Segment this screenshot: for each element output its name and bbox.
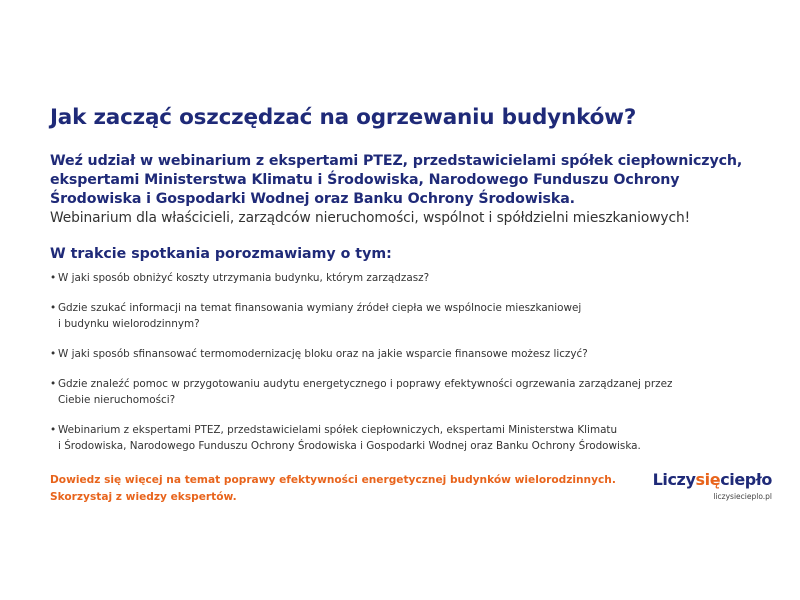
- intro-bold-line-1: Weź udział w webinarium z ekspertami PTEZ, przedstawicielami spółek ciepłowniczych,: [50, 153, 743, 169]
- list-item-text-continued: Ciebie nieruchomości?: [58, 394, 176, 406]
- intro-bold-line-3: Środowiska i Gospodarki Wodnej oraz Banku Ochrony Środowiska.: [50, 191, 575, 207]
- call-to-action: [50, 472, 616, 506]
- bullet-dot: •: [50, 348, 57, 360]
- list-item-text: W jaki sposób sfinansować termomodernizację bloku oraz na jakie wsparcie finansowe możesz liczyć?: [58, 348, 588, 360]
- section-heading: W trakcie spotkania porozmawiamy o tym:: [50, 246, 392, 262]
- list-item: [50, 300, 770, 332]
- list-item-text-continued: i Środowiska, Narodowego Funduszu Ochrony Środowiska i Gospodarki Wodnej oraz Banku Ochrony Środowiska.: [58, 440, 641, 452]
- list-item-text: Webinarium z ekspertami PTEZ, przedstawicielami spółek ciepłowniczych, ekspertami Ministerstwa Klimatu: [58, 424, 618, 436]
- list-item: [50, 422, 770, 454]
- brand-logo-part-3: ciepło: [720, 470, 772, 489]
- list-item-text: Gdzie szukać informacji na temat finansowania wymiany źródeł ciepła we wspólnocie mieszkaniowej: [58, 302, 582, 314]
- list-item: [50, 346, 770, 362]
- brand-logo-part-1: Liczy: [652, 470, 696, 489]
- intro-bold-line-2: ekspertami Ministerstwa Klimatu i Środowiska, Narodowego Funduszu Ochrony: [50, 172, 680, 188]
- bullet-dot: •: [50, 378, 57, 390]
- list-item-text-continued: i budynku wielorodzinnym?: [58, 318, 200, 330]
- topic-list: [50, 270, 770, 468]
- list-item: [50, 376, 770, 408]
- bullet-dot: •: [50, 424, 57, 436]
- brand-block: [622, 470, 772, 503]
- page-title: Jak zacząć oszczędzać na ogrzewaniu budynków?: [50, 105, 637, 130]
- brand-logo-part-2: się: [695, 470, 721, 489]
- call-to-action-line-2: Skorzystaj z wiedzy ekspertów.: [50, 491, 237, 503]
- brand-url: liczysiecieplo.pl: [713, 492, 772, 501]
- bullet-dot: •: [50, 272, 57, 284]
- intro-audience-line: Webinarium dla właścicieli, zarządców nieruchomości, wspólnot i spółdzielni mieszkaniowych!: [50, 210, 691, 226]
- brand-logo: [622, 470, 772, 490]
- list-item: [50, 270, 770, 286]
- bullet-dot: •: [50, 302, 57, 314]
- list-item-text: Gdzie znaleźć pomoc w przygotowaniu audytu energetycznego i poprawy efektywności ogrzewania zarządzanej przez: [58, 378, 673, 390]
- list-item-text: W jaki sposób obniżyć koszty utrzymania budynku, którym zarządzasz?: [58, 272, 430, 284]
- call-to-action-line-1: Dowiedz się więcej na temat poprawy efektywności energetycznej budynków wielorodzinnych.: [50, 474, 616, 486]
- intro-block: [50, 152, 770, 228]
